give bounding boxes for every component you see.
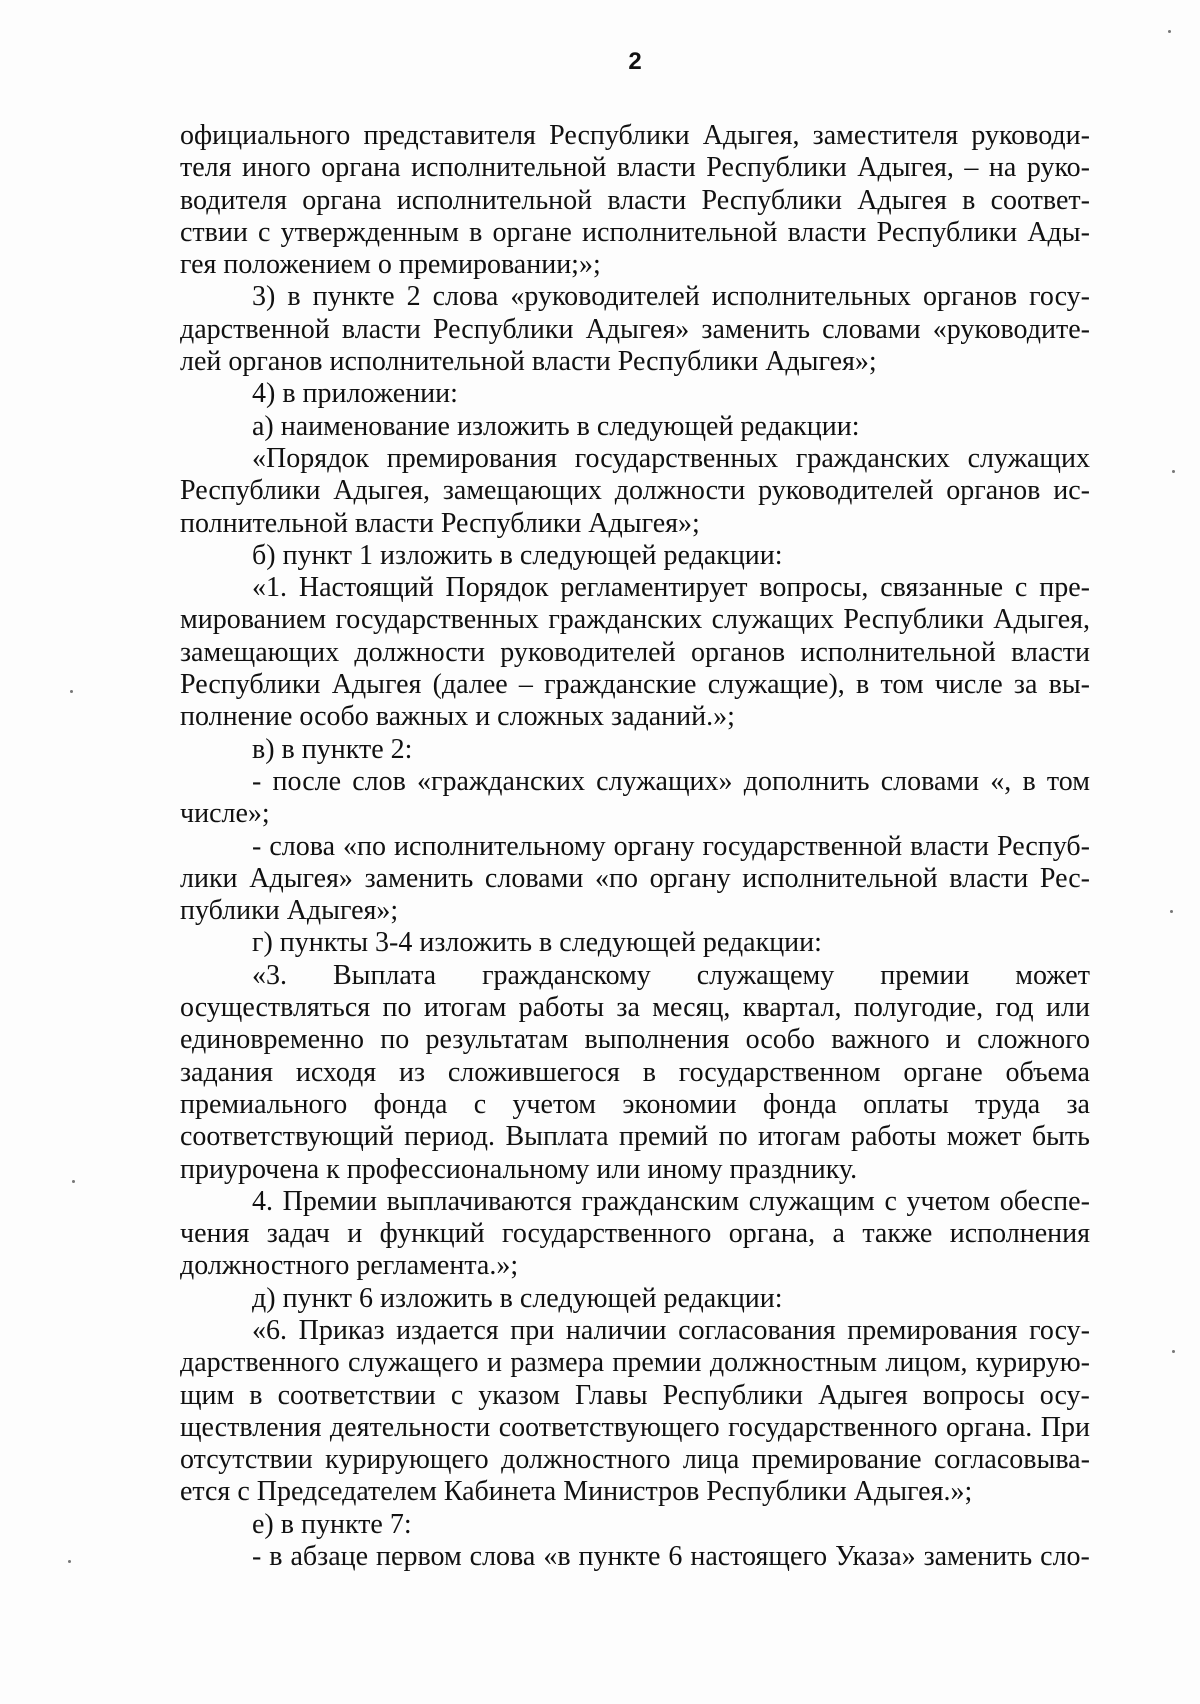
word: органа. — [945, 1411, 1033, 1443]
word: Республики — [706, 152, 847, 184]
word: «3. — [252, 959, 287, 991]
text-line — [180, 637, 1090, 669]
word: Республики — [876, 216, 1018, 248]
word: дополнить — [743, 765, 870, 797]
word: вы- — [1048, 669, 1090, 701]
word: указом — [478, 1379, 560, 1411]
word: полугодие, — [853, 992, 984, 1024]
word: за — [616, 992, 640, 1024]
word: Республики — [701, 184, 842, 216]
word: Настоящий — [298, 572, 434, 604]
word: служащих — [711, 604, 835, 636]
word: единовременно — [180, 1024, 365, 1056]
word: Адыгея — [331, 669, 422, 701]
word: настоящего — [690, 1541, 828, 1573]
text-line: а) наименование изложить в следующей редакции: — [252, 410, 860, 442]
word: руководителей — [500, 636, 676, 668]
word: Республики — [662, 1379, 804, 1411]
word: ис- — [1053, 475, 1090, 507]
word: на — [988, 152, 1017, 184]
word: замещающих — [442, 475, 602, 507]
word: исходя — [295, 1056, 377, 1088]
text-line — [180, 1315, 1090, 1347]
word: итогам — [423, 992, 507, 1024]
text-line — [180, 1347, 1090, 1379]
word: служащего — [347, 1347, 479, 1379]
word: осуществляться — [180, 992, 371, 1024]
text-line: е) в пункте 7: — [252, 1508, 412, 1540]
word: «гражданских — [417, 765, 585, 797]
word: с — [258, 216, 271, 248]
word: должностного — [501, 1444, 671, 1476]
word: экономии — [622, 1088, 737, 1120]
word: и — [347, 1218, 363, 1250]
word: задач — [266, 1218, 330, 1250]
word: в — [1022, 765, 1036, 797]
text-line: полнительной власти Республики Адыгея»; — [180, 507, 700, 539]
word: заменить — [701, 313, 811, 345]
word: первом — [376, 1541, 462, 1573]
text-line — [180, 669, 1090, 701]
word: органе — [903, 1056, 983, 1088]
word: органа — [321, 152, 401, 184]
text-line — [180, 475, 1090, 507]
word: с — [884, 1185, 897, 1217]
text-line — [180, 572, 1090, 604]
word: гражданских — [795, 442, 950, 474]
text-line — [180, 1057, 1090, 1089]
word: словами — [822, 313, 921, 345]
word: вопросы, — [759, 572, 869, 604]
word: исполнительному — [394, 830, 606, 862]
word: отсутствии — [180, 1444, 313, 1476]
word: Адыгея — [857, 184, 947, 216]
word: из — [398, 1056, 426, 1088]
text-line — [180, 1121, 1090, 1153]
word: дарственного — [180, 1347, 340, 1379]
word: премирование — [751, 1444, 922, 1476]
word: может — [946, 1121, 1022, 1153]
word: руко- — [1026, 152, 1090, 184]
word: вопросы — [922, 1379, 1025, 1411]
word: по — [718, 1121, 748, 1153]
word: – — [518, 669, 533, 701]
word: «по — [595, 862, 638, 894]
word: в — [287, 281, 301, 313]
word: соответствии — [277, 1379, 436, 1411]
scan-speck — [68, 1560, 71, 1563]
word: после — [272, 765, 342, 797]
text-line — [180, 1541, 1090, 1573]
word: при — [510, 1314, 555, 1346]
word: Республики — [180, 475, 321, 507]
word: за — [1013, 669, 1038, 701]
word: согласовыва- — [933, 1444, 1090, 1476]
word: Адыгея, — [333, 475, 430, 507]
word: исполнительной — [396, 184, 593, 216]
word: в — [856, 669, 870, 701]
word: органа, — [728, 1218, 816, 1250]
text-line: 4) в приложении: — [252, 378, 458, 410]
text-line — [180, 992, 1090, 1024]
text-line: числе»; — [180, 798, 270, 830]
word: Ады- — [1027, 216, 1090, 248]
word: дарственной — [180, 313, 330, 345]
word: выплачиваются — [386, 1185, 572, 1217]
word: год — [995, 992, 1034, 1024]
word: Республики — [180, 669, 321, 701]
word: «по — [343, 830, 387, 862]
word: премии — [880, 959, 970, 991]
word: власти — [910, 830, 990, 862]
word: итогам — [758, 1121, 841, 1153]
word: гражданские — [544, 669, 697, 701]
word: абзаце — [290, 1541, 369, 1573]
word: государственных — [574, 442, 779, 474]
word: оплаты — [863, 1088, 949, 1120]
word: премирования — [386, 442, 557, 474]
word: Адыгея, — [857, 152, 954, 184]
word: пре- — [1039, 572, 1090, 604]
word: Адыгея, — [702, 120, 800, 151]
word: Адыгея» — [249, 862, 353, 894]
word: - — [252, 1541, 262, 1573]
word: издается — [396, 1314, 499, 1346]
word: госу- — [1029, 1314, 1090, 1346]
word: особо — [745, 1024, 815, 1056]
word: заместителя — [812, 120, 959, 151]
word: словами — [880, 765, 980, 797]
text-line: б) пункт 1 изложить в следующей редакции: — [252, 539, 783, 571]
word: государственных — [335, 604, 539, 636]
text-line — [180, 831, 1090, 863]
word: пункте — [578, 1541, 661, 1573]
word: лица — [682, 1444, 740, 1476]
word: государственном — [678, 1056, 881, 1088]
word: заменить — [364, 862, 474, 894]
word: замещающих — [180, 636, 340, 668]
word: исполнительной — [742, 862, 938, 894]
word: том — [880, 669, 924, 701]
word: пункте — [312, 281, 395, 313]
word: «в — [543, 1541, 571, 1573]
word: Порядок — [445, 572, 549, 604]
word: курирую- — [975, 1347, 1090, 1379]
word: согласования — [678, 1314, 836, 1346]
word: Респуб- — [997, 830, 1090, 862]
word: - — [252, 765, 262, 797]
word: исполнительной — [582, 216, 778, 248]
word: официального — [180, 120, 351, 151]
word: в — [249, 1379, 263, 1411]
word: власти — [949, 862, 1029, 894]
word: органу — [649, 862, 731, 894]
word: числе — [934, 669, 1003, 701]
word: теля — [180, 152, 232, 184]
word: «6. — [252, 1314, 287, 1346]
word: за — [1066, 1088, 1090, 1120]
word: лицом, — [885, 1347, 968, 1379]
word: слова — [269, 830, 336, 862]
word: обеспе- — [999, 1185, 1090, 1217]
word: органу — [613, 830, 695, 862]
word: власти — [341, 313, 421, 345]
word: чения — [180, 1218, 250, 1250]
word: задания — [180, 1056, 274, 1088]
text-line: г) пункты 3-4 изложить в следующей редакции: — [252, 927, 822, 959]
text-line — [180, 604, 1090, 636]
word: в — [469, 216, 483, 248]
text-line — [180, 120, 1090, 152]
word: Рес- — [1039, 862, 1090, 894]
word: ствии — [180, 216, 248, 248]
word: органа — [302, 184, 382, 216]
word: государственного — [502, 1218, 712, 1250]
word: осу- — [1039, 1379, 1090, 1411]
word: соответ- — [990, 184, 1090, 216]
text-line — [180, 281, 1090, 313]
word: Республики — [432, 313, 574, 345]
word: При — [1040, 1411, 1090, 1443]
word: «1. — [252, 572, 287, 604]
word: и — [486, 1347, 502, 1379]
text-line: лей органов исполнительной власти Республики Адыгея»; — [180, 346, 877, 378]
word: объема — [1005, 1056, 1090, 1088]
body-text — [180, 120, 1090, 1573]
word: слова — [432, 281, 499, 313]
page-number: 2 — [628, 48, 642, 75]
word: слова — [469, 1541, 536, 1573]
text-line: гея положением о премировании;»; — [180, 249, 601, 281]
word: служащих» — [596, 765, 733, 797]
word: «руководителей — [510, 281, 700, 313]
word: руководителей — [758, 475, 934, 507]
word: Выплата — [505, 1121, 609, 1153]
word: власти — [616, 152, 696, 184]
word: в — [962, 184, 976, 216]
word: премиального — [180, 1088, 348, 1120]
word: фонда — [762, 1088, 837, 1120]
word: Премии — [282, 1185, 377, 1217]
word: Республики — [549, 120, 690, 151]
word: органов — [946, 475, 1041, 507]
word: мированием — [180, 604, 327, 636]
text-line — [180, 1444, 1090, 1476]
word: государственной — [702, 830, 903, 862]
text-line — [180, 217, 1090, 249]
text-line — [180, 1024, 1090, 1056]
text-line — [180, 1380, 1090, 1412]
word: Указа» — [835, 1541, 916, 1573]
text-line — [180, 443, 1090, 475]
word: важного — [831, 1024, 930, 1056]
word: а — [832, 1218, 845, 1250]
word: том — [1046, 765, 1090, 797]
word: служащему — [696, 959, 835, 991]
word: работы — [518, 992, 605, 1024]
word: функций — [379, 1218, 485, 1250]
word: «Порядок — [252, 442, 369, 474]
word: или — [1046, 992, 1090, 1024]
text-line: д) пункт 6 изложить в следующей редакции: — [252, 1282, 783, 1314]
word: гражданских — [548, 604, 703, 636]
word: Адыгея» — [585, 313, 690, 345]
text-line: полнение особо важных и сложных заданий.»; — [180, 701, 735, 733]
word: фонда — [373, 1088, 448, 1120]
word: слов — [352, 765, 406, 797]
scan-speck — [72, 1180, 75, 1183]
word: служащие), — [707, 669, 845, 701]
word: курирующего — [325, 1444, 489, 1476]
word: Республики — [843, 604, 984, 636]
word: госу- — [1029, 281, 1090, 313]
word: гражданским — [581, 1185, 740, 1217]
word: Адыгея — [818, 1379, 908, 1411]
text-line — [180, 1186, 1090, 1218]
word: власти — [1011, 636, 1090, 668]
word: 3) — [252, 281, 276, 313]
word: 4. — [252, 1185, 273, 1217]
word: учетом — [906, 1185, 991, 1217]
word: служащих — [967, 442, 1090, 474]
text-line — [180, 185, 1090, 217]
word: учетом — [512, 1088, 597, 1120]
text-line: в) в пункте 2: — [252, 733, 413, 765]
scan-speck — [1172, 1350, 1175, 1353]
word: выполнения — [584, 1024, 730, 1056]
word: исполнительных — [711, 281, 911, 313]
word: сложившегося — [447, 1056, 620, 1088]
word: руководи- — [971, 120, 1090, 151]
word: исполнительной — [411, 152, 607, 184]
word: - — [252, 830, 262, 862]
word: должностным — [709, 1347, 877, 1379]
scan-speck — [1170, 910, 1173, 913]
word: щим — [180, 1379, 235, 1411]
word: может — [1015, 959, 1090, 991]
word: власти — [787, 216, 867, 248]
text-line — [180, 1218, 1090, 1250]
word: соответствующий — [180, 1121, 394, 1153]
word: квартал, — [742, 992, 842, 1024]
word: «, — [990, 765, 1012, 797]
word: премирования — [847, 1314, 1018, 1346]
word: исполнительной — [800, 636, 996, 668]
word: и — [945, 1024, 961, 1056]
word: Приказ — [298, 1314, 385, 1346]
word: результатам — [425, 1024, 569, 1056]
word: представителя — [363, 120, 536, 151]
word: заменить — [923, 1541, 1033, 1573]
scan-speck — [70, 690, 73, 693]
scan-speck — [1168, 30, 1171, 33]
word: Адыгея, — [993, 604, 1090, 636]
word: должности — [354, 636, 485, 668]
text-line — [180, 314, 1090, 346]
word: (далее — [432, 669, 508, 701]
word: месяц, — [652, 992, 731, 1024]
word: с — [473, 1088, 487, 1120]
word: должности — [614, 475, 746, 507]
text-line: публики Адыгея»; — [180, 895, 399, 927]
word: государственного — [728, 1411, 938, 1443]
word: размера — [510, 1347, 604, 1379]
word: премии — [612, 1347, 702, 1379]
word: работы — [850, 1121, 937, 1153]
text-line: должностного регламента.»; — [180, 1250, 519, 1282]
word: по — [382, 992, 412, 1024]
word: органе — [492, 216, 572, 248]
text-line — [180, 766, 1090, 798]
word: Главы — [575, 1379, 648, 1411]
word: труда — [975, 1088, 1041, 1120]
word: лики — [180, 862, 238, 894]
word: «руководите- — [932, 313, 1090, 345]
text-line — [180, 960, 1090, 992]
word: по — [380, 1024, 410, 1056]
text-line — [180, 1089, 1090, 1121]
word: связанные — [880, 572, 1004, 604]
scan-speck — [1172, 470, 1175, 473]
word: 6 — [668, 1541, 683, 1573]
word: исполнения — [949, 1218, 1090, 1250]
word: органов — [922, 281, 1018, 313]
word: регламентирует — [560, 572, 748, 604]
word: водителя — [180, 184, 287, 216]
word: в — [269, 1541, 283, 1573]
word: с — [1014, 572, 1028, 604]
text-line — [180, 152, 1090, 184]
text-line — [180, 1412, 1090, 1444]
word: период. — [404, 1121, 496, 1153]
word: 2 — [406, 281, 421, 313]
word: наличии — [565, 1314, 667, 1346]
word: гражданскому — [482, 959, 651, 991]
word: – — [964, 152, 979, 184]
word: органов — [690, 636, 786, 668]
word: также — [862, 1218, 933, 1250]
word: сложного — [977, 1024, 1090, 1056]
word: с — [450, 1379, 464, 1411]
text-line: ется с Председателем Кабинета Министров Республики Адыгея.»; — [180, 1476, 973, 1508]
text-line — [180, 863, 1090, 895]
word: в — [642, 1056, 656, 1088]
word: сло- — [1040, 1541, 1090, 1573]
word: соответствующего — [498, 1411, 720, 1443]
word: премий — [619, 1121, 709, 1153]
word: власти — [607, 184, 687, 216]
text-line: приурочена к профессиональному или иному празднику. — [180, 1153, 858, 1185]
word: утвержденным — [280, 216, 459, 248]
word: иного — [242, 152, 311, 184]
word: ществления — [180, 1411, 322, 1443]
word: Выплата — [332, 959, 437, 991]
word: быть — [1031, 1121, 1090, 1153]
word: словами — [484, 862, 584, 894]
word: служащим — [748, 1185, 875, 1217]
word: деятельности — [329, 1411, 491, 1443]
